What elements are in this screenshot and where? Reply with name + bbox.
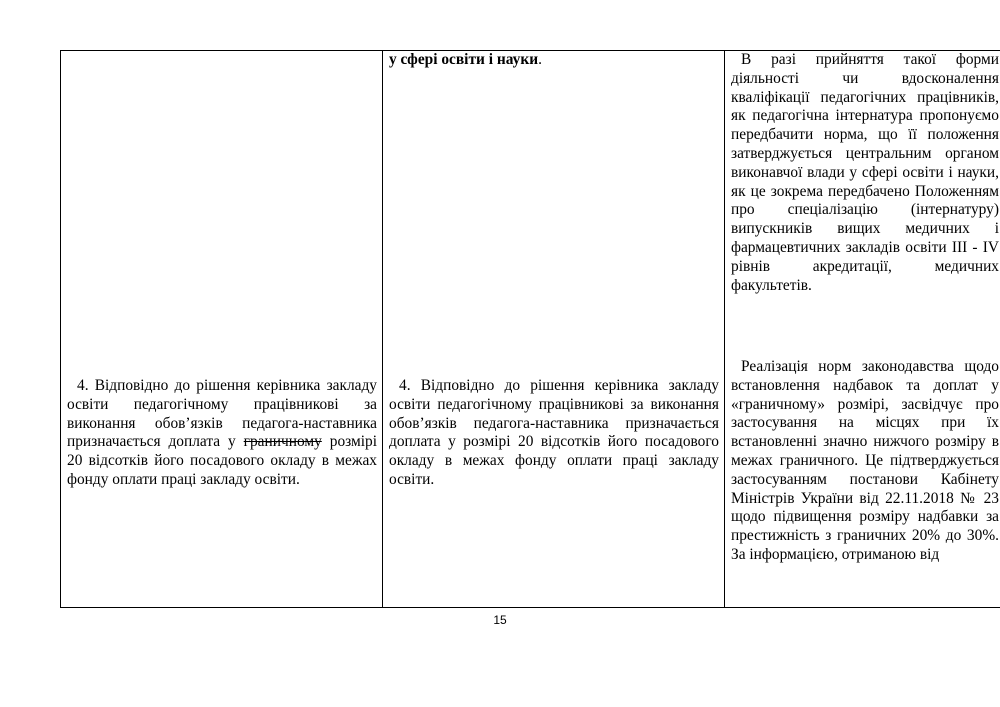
- paragraph-proposed-4: 4. Відповідно до рішення керівника закладу освіти педагогічному працівникові за виконання обов’язків педагога-наставника призначається доплата у розмірі 20 відсотків його посадового окладу в межах фонду оплати праці закладу освіти.: [389, 377, 719, 488]
- comparison-table: [60, 50, 1000, 608]
- paragraph-proposed-top: [389, 51, 719, 70]
- paragraph-current-4: [67, 377, 377, 490]
- text-segment: 4. Відповідно до рішення керівника закладу освіти педагогічному працівникові за виконання обов’язків педагога-наставника призначається доплата у: [67, 377, 377, 451]
- table-cell-justification: [725, 51, 1000, 608]
- struck-text: граничному: [243, 433, 322, 451]
- paragraph-justification-1: В разі прийняття такої форми діяльності чи вдосконалення кваліфікації педагогічних працівників, як педагогічна інтернатура пропонуємо передбачити норма, що її положення затверджується центральним органом виконавчої влади у сфері освіти і науки, як це зокрема передбачено Положенням про спеціалізацію (інтернатуру) випускників вищих медичних і фармацевтичних закладів освіти ІІІ - IV рівнів акредитації, медичних факультетів.: [731, 51, 999, 294]
- page-number: 15: [493, 613, 507, 627]
- table-row: [61, 51, 1000, 608]
- paragraph-justification-2: Реалізація норм законодавства щодо встановлення надбавок та доплат у «граничному» розмірі, засвідчує про застосування на місцях при їх встановленні значно нижчого розміру в межах граничного. Це підтверджується застосуванням постанови Кабінету Міністрів України від 22.11.2018 № 23 щодо підвищення розміру надбавки за престижність з граничних 20% до 30%. За інформацією, отриманою від: [731, 358, 999, 563]
- table-cell-proposed-text: [383, 51, 725, 608]
- text-segment: .: [538, 51, 542, 68]
- table-cell-current-text: [61, 51, 383, 608]
- bold-text: у сфері освіти і науки: [389, 51, 539, 68]
- text-segment: розмірі 20 відсотків його посадового окладу в межах фонду оплати праці закладу освіти.: [67, 433, 377, 488]
